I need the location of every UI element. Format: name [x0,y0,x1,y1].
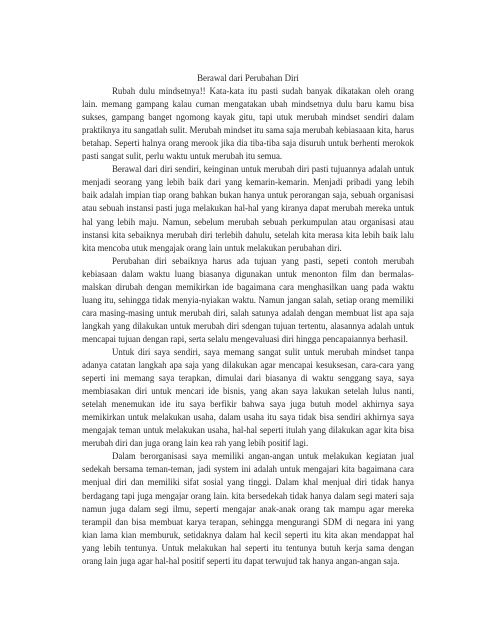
paragraph-3: Perubahan diri sebaiknya harus ada tujuan yang pasti, sepeti contoh merubah kebiasaan dalam waktu luang biasanya digunakan untuk menonton film dan bermalas-malskan dirubah dengan memikirkan ide bagaimana cara menghasilkan uang pada waktu luang itu, sehingga tidak menyia-nyiakan waktu. Namun jangan salah, setiap orang memiliki cara masing-masing untuk merubah diri, salah satunya adalah dengan membuat list apa saja langkah yang dilakukan untuk merubah diri sdengan tujuan tertentu, alasannya adalah untuk mencapai tujuan dengan rapi, serta selalu mengevaluasi diri hingga pencapaiannya berhasil. [82,255,414,344]
document-body [82,72,414,568]
paragraph-1: Rubah dulu mindsetnya!! Kata-kata itu pasti sudah banyak dikatakan oleh orang lain. memang gampang kalau cuman mengatakan ubah mindsetnya dulu baru kamu bisa sukses, gampang banget ngomong kayak gitu, tapi utuk merubah mindset sendiri dalam praktiknya itu sangatlah sulit. Merubah mindset itu sama saja merubah kebiasaaan kita, harus betahap. Seperti halnya orang merook jika dia tiba-tiba saja disuruh untuk berhenti merokok pasti sangat sulit, perlu waktu untuk merubah itu semua. [82,86,414,162]
paragraph-4: Untuk diri saya sendiri, saya memang sangat sulit untuk merubah mindset tanpa adanya catatan langkah apa saja yang dilakukan agar mencapai kesuksesan, cara-cara yang seperti ini memang saya terapkan, dimulai dari biasanya di waktu senggang saya, saya membiasakan diri untuk mencari ide bisnis, yang akan saya lakukan setelah lulus nanti, setelah menemukan ide itu saya berfikir bahwa saya juga butuh model akhirnya saya memikirkan untuk melakukan usaha, dalam usaha itu saya tidak bisa sendiri akhirnya saya mengajak teman untuk melakukan usaha, hal-hal seperti itulah yang dilakukan agar kita bisa merubah diri dan juga orang lain kea rah yang lebih positif lagi. [82,346,414,449]
paragraph-2: Berawal dari diri sendiri, keinginan untuk merubah diri pasti tujuannya adalah untuk menjadi seorang yang lebih baik dari yang kemarin-kemarin. Menjadi pribadi yang lebih baik adalah impian tiap orang bahkan bukan hanya untuk perorangan saja, sebuah organisasi atau sebuah instansi pasti juga melakukan hal-hal yang kiranya dapat merubah mereka untuk hal yang lebih maju. Namun, sebelum merubah sebuah perkumpulan atau organisasi atau instansi kita sebaiknya merubah diri terlebih dahulu, setelah kita merasa kita lebih baik lalu kita mencoba utuk mengajak orang lain untuk melakukan perubahan diri. [82,164,414,253]
paragraph-5: Dalam berorganisasi saya memiliki angan-angan untuk melakukan kegiatan jual sedekah bersama teman-teman, jadi system ini adalah untuk mengajari kita bagaimana cara menjual diri dan memiliki sifat sosial yang tinggi. Dalam khal menjual diri tidak hanya berdagang tapi juga mengajar orang lain. kita bersedekah tidak hanya dalam segi materi saja namun juga dalam segi ilmu, seperti mengajar anak-anak orang tak mampu agar mereka terampil dan bisa membuat karya terapan, sehingga mengurangi SDM di negara ini yang kian lama kian memburuk, setidaknya dalam hal kecil seperti itu kita akan mendappat hal yang lebih tentunya. Untuk melakukan hal seperti itu tentunya butuh kerja sama dengan orang lain juga agar hal-hal positif seperti itu dapat terwujud tak hanya angan-angan saja. [82,451,414,566]
document-title: Berawal dari Perubahan Diri [197,73,299,83]
